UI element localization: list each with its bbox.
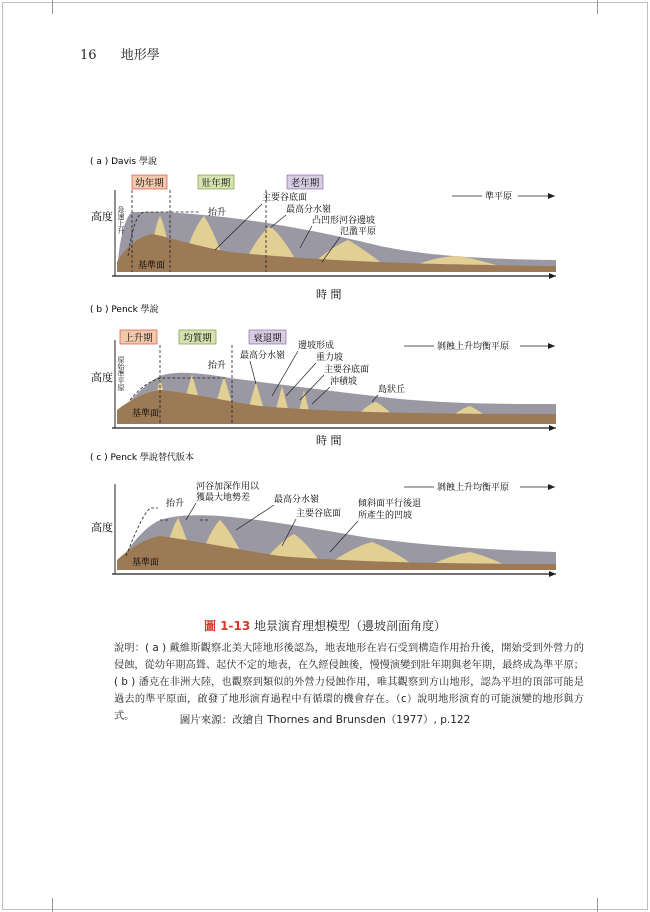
panel-c [90, 451, 556, 574]
panel-a [90, 155, 556, 301]
figure-description: 說明：( a ) 戴維斯觀察北美大陸地形後認為，地表地形在岩石受到構造作用抬升後，開始受到外營力的侵蝕，從幼年期高聳、起伏不定的地表，在久經侵蝕後，慢慢演變到壯年期與老年期，最終成為準平原；( b ) 潘克在非洲大陸，也觀察到類似的外營力侵蝕作用，唯其觀察到方山地形，認為平坦的頂部可能是過去的準平原面，啟發了地形演育過程中有循環的機會存在。（c）說明地形演育的可能演變的地形與方式。 [114, 643, 584, 722]
baselevel-label: 基準面 [132, 409, 160, 419]
stage-label: 幼年期 [135, 178, 164, 189]
stage-label: 老年期 [290, 178, 320, 189]
panel-b-title: ( b ) Penck 學說 [90, 305, 159, 315]
uplift-label: 抬升 [208, 208, 227, 218]
x-axis-label: 時 間 [316, 434, 342, 447]
panel-c-title: ( c ) Penck 學說替代版本 [90, 453, 194, 463]
uplift-side-label: 急速上升 [117, 206, 125, 234]
annotation: 河谷加深作用以 [196, 482, 260, 492]
annotation: 重力坡 [316, 353, 344, 363]
y-axis-label: 高度 [91, 521, 113, 534]
annotation: 最高分水嶺 [286, 205, 332, 215]
uplift-label: 抬升 [208, 361, 227, 371]
annotation: 島狀丘 [378, 385, 406, 395]
panel-a-title: ( a ) Davis 學說 [90, 157, 157, 167]
annotation: 凸凹形河谷邊坡 [312, 216, 376, 226]
leader-line [250, 361, 256, 384]
uplift-label: 抬升 [166, 499, 185, 509]
annotation: 傾斜面平行後退 [358, 499, 422, 509]
annotation: 邊坡形成 [298, 341, 335, 351]
page-number: 16 [80, 48, 97, 63]
y-axis-label: 高度 [91, 371, 113, 384]
stage-label: 壯年期 [201, 178, 231, 189]
annotation: 主要谷底面 [262, 193, 308, 203]
figure-number: 圖 1-13 [203, 619, 251, 633]
x-axis-label: 時 間 [316, 288, 342, 301]
plain-label: 剝蝕上升均衡平原 [437, 483, 510, 493]
y-axis-label: 高度 [91, 210, 113, 223]
stage-label: 上升期 [124, 333, 153, 344]
running-title: 地形學 [120, 48, 160, 63]
uplift-side-label: 原始準平原 [117, 356, 125, 391]
baselevel-label: 基準面 [138, 261, 166, 271]
figure-source: 圖片來源：改繪自 Thornes and Brunsden（1977）, p.122 [179, 714, 471, 726]
stage-label: 衰退期 [253, 333, 282, 344]
plain-label: 剝蝕上升均衡平原 [437, 342, 510, 352]
figure-title: 地景演育理想模型（邊坡剖面角度） [254, 619, 447, 633]
annotation: 沖積坡 [330, 377, 358, 387]
panel-b [90, 303, 556, 447]
annotation: 所產生的凹坡 [358, 511, 413, 521]
stage-label: 均質期 [183, 333, 212, 344]
baselevel-label: 基準面 [132, 558, 160, 568]
annotation: 獲最大地勢差 [196, 493, 251, 503]
annotation: 最高分水嶺 [274, 495, 320, 505]
annotation: 主要谷底面 [296, 509, 342, 519]
annotation: 最高分水嶺 [240, 351, 286, 361]
peneplain-label: 準平原 [485, 192, 513, 202]
annotation: 氾濫平原 [340, 227, 377, 237]
figure-caption [0, 617, 650, 634]
annotation: 主要谷底面 [324, 365, 370, 375]
